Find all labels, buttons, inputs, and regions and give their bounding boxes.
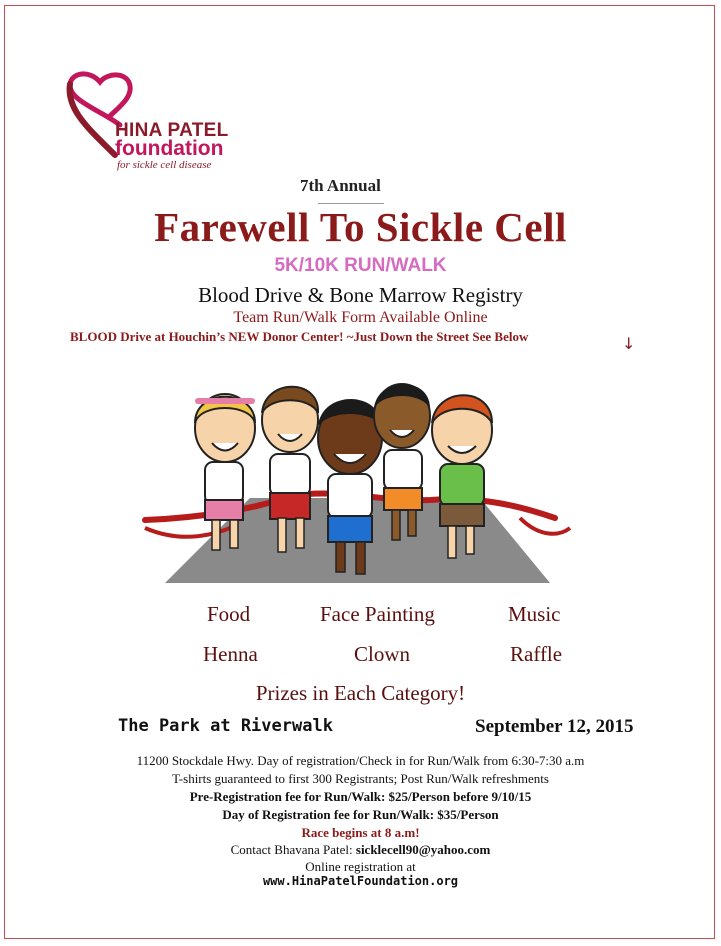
event-title: Farewell To Sickle Cell	[154, 204, 567, 250]
details-registration: 11200 Stockdale Hwy. Day of registration/Check in for Run/Walk from 6:30-7:30 a.m	[136, 753, 585, 768]
tagline-blood-drive: Blood Drive & Bone Marrow Registry	[198, 283, 523, 307]
activity-clown: Clown	[354, 642, 411, 666]
details-preregistration-fee: Pre-Registration fee for Run/Walk: $25/Person before 9/10/15	[189, 789, 532, 804]
logo-name: HINA PATEL	[115, 120, 229, 141]
activity-face-painting: Face Painting	[320, 602, 435, 626]
activity-henna: Henna	[203, 642, 258, 666]
activity-music: Music	[508, 602, 561, 626]
contact-email[interactable]: sicklecell90@yahoo.com	[355, 842, 491, 857]
prizes-text: Prizes in Each Category!	[255, 681, 466, 705]
runners-illustration	[140, 368, 580, 590]
logo-tagline: for sickle cell disease	[117, 159, 212, 171]
details-tshirts: T-shirts guaranteed to first 300 Registrants; Post Run/Walk refreshments	[172, 771, 549, 786]
details-race-start: Race begins at 8 a.m!	[301, 825, 420, 840]
event-location: The Park at Riverwalk	[118, 716, 333, 736]
tagline-donor-center: BLOOD Drive at Houchin’s NEW Donor Center! ~Just Down the Street See Below	[70, 329, 529, 344]
event-subtitle: 5K/10K RUN/WALK	[274, 255, 447, 276]
website-link[interactable]: www.HinaPatelFoundation.org	[262, 874, 459, 888]
details-day-of-fee: Day of Registration fee for Run/Walk: $35/Person	[222, 807, 499, 822]
contact-label: Contact Bhavana Patel:	[230, 842, 353, 857]
activity-raffle: Raffle	[510, 642, 563, 666]
arrow-down-icon: ↓	[622, 334, 636, 353]
details-online-label: Online registration at	[305, 859, 416, 874]
tagline-team-form: Team Run/Walk Form Available Online	[233, 309, 488, 326]
annual-label: 7th Annual	[300, 176, 381, 195]
logo-foundation: foundation	[115, 137, 224, 160]
event-date: September 12, 2015	[475, 716, 634, 737]
activity-food: Food	[207, 602, 251, 626]
details-contact	[0, 842, 721, 858]
